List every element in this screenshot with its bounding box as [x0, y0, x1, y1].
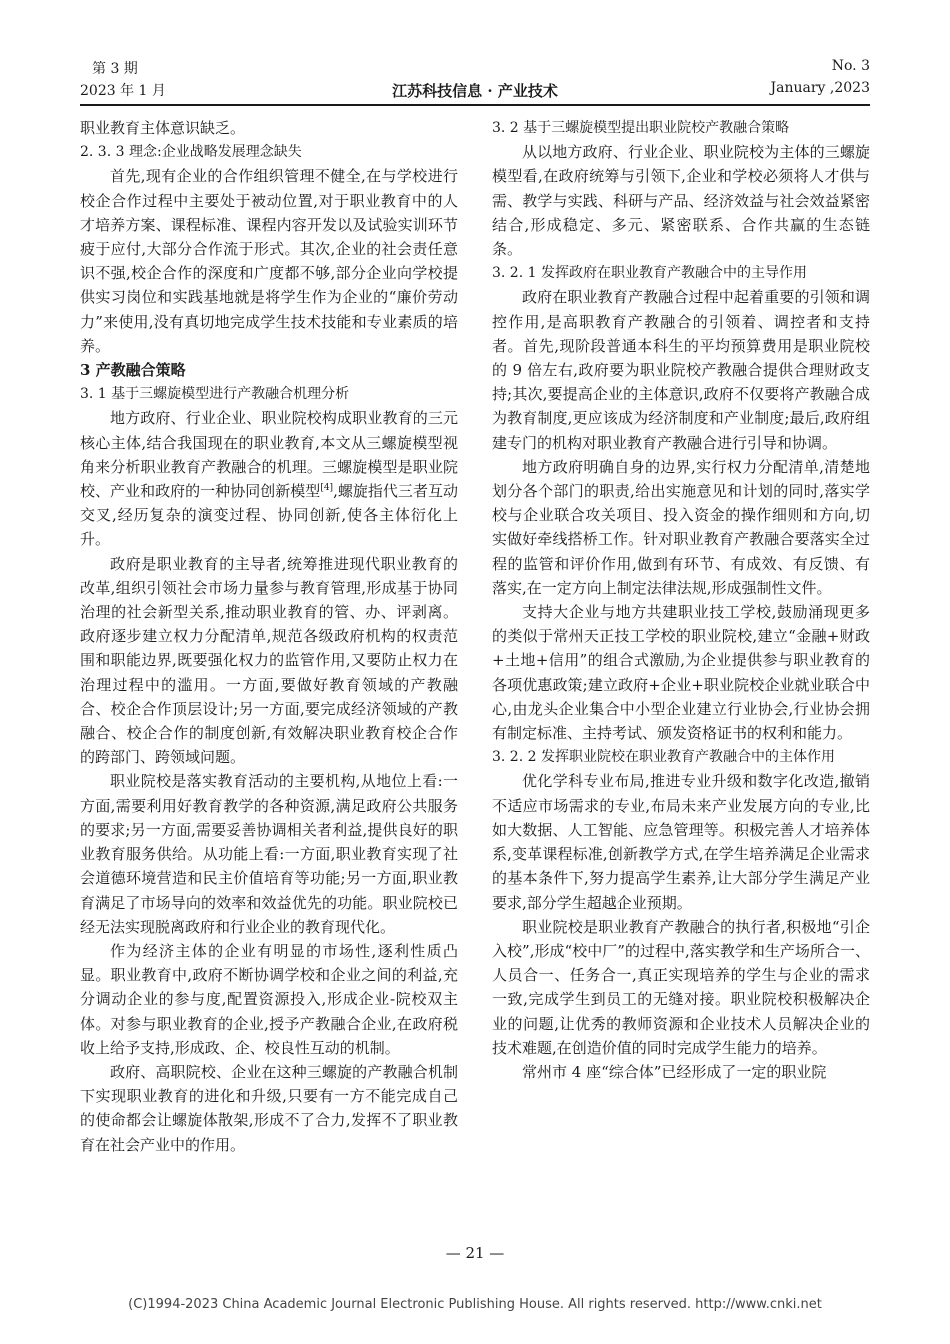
paragraph: 职业院校是职业教育产教融合的执行者,积极地“引企入校”,形成“校中厂”的过程中,落实教学和生产场所合一、人员合一、任务合一,真正实现培养的学生与企业的需求一致,完成学生到员工的无缝对接。职业院校积极解决企业的问题,让优秀的教师资源和企业技术人员解决企业的技术难题,在创造价值的同时完成学生能力的培养。 — [492, 917, 870, 1057]
subsection-heading-3-1: 3. 1 基于三螺旋模型进行产教融合机理分析 — [80, 386, 350, 403]
subsection-heading-3-2-1: 3. 2. 1 发挥政府在职业教育产教融合中的主导作用 — [492, 265, 807, 282]
subsection-heading-3-2-2: 3. 2. 2 发挥职业院校在职业教育产教融合中的主体作用 — [492, 749, 835, 766]
left-column — [80, 116, 458, 1157]
paragraph — [80, 406, 458, 551]
subsection-heading-3-2: 3. 2 基于三螺旋模型提出职业院校产教融合策略 — [492, 120, 790, 136]
paragraph: 从以地方政府、行业企业、职业院校为主体的三螺旋模型看,在政府统筹与引领下,企业和学校必须将人才供与需、教学与实践、科研与产品、经济效益与社会效益紧密结合,形成稳定、多元、紧密联系、合作共赢的生态链条。 — [492, 143, 870, 259]
paragraph: 首先,现有企业的合作组织管理不健全,在与学校进行校企合作过程中主要处于被动位置,对于职业教育中的人才培养方案、课程标准、课程内容开发以及试验实训环节疲于应付,大部分合作流于形式。其次,企业的社会责任意识不强,校企合作的深度和广度都不够,部分企业向学校提供实习岗位和实践基地就是将学生作为企业的“廉价劳动力”来使用,没有真切地完成学生技术技能和专业素质的培养。 — [80, 167, 458, 355]
issue-date: 2023 年 1 月 — [80, 83, 166, 99]
paragraph: 职业教育主体意识缺乏。 — [80, 119, 246, 137]
paragraph: 作为经济主体的企业有明显的市场性,逐利性质凸显。职业教育中,政府不断协调学校和企业之间的利益,充分调动企业的参与度,配置资源投入,形成企业-院校双主体。对参与职业教育的企业,授予产教融合企业,在政府税收上给予支持,形成政、企、校良性互动的机制。 — [80, 941, 458, 1057]
paragraph: 优化学科专业布局,推进专业升级和数字化改造,撤销不适应市场需求的专业,布局未来产业发展方向的专业,比如大数据、人工智能、应急管理等。积极完善人才培养体系,变革课程标准,创新教学方式,在学生培养满足企业需求的基本条件下,努力提高学生素养,让大部分学生满足产业要求,部分学生超越企业预期。 — [492, 772, 870, 912]
paragraph: 地方政府明确自身的边界,实行权力分配清单,清楚地划分各个部门的职责,给出实施意见和计划的同时,落实学校与企业联合攻关项目、投入资金的操作细则和方向,切实做好牵线搭桥工作。针对职业教育产教融合要落实全过程的监管和评价作用,做到有环节、有成效、有反馈、有落实,在一定方向上制定法律法规,形成强制性文件。 — [492, 457, 870, 597]
paragraph-text: ,螺旋指代三者互动交叉,经历复杂的演变过程、协同创新,使各主体衍化上升。 — [80, 482, 458, 549]
paragraph: 支持大企业与地方共建职业技工学校,鼓励涌现更多的类似于常州天正技工学校的职业院校,建立“金融+财政+土地+信用”的组合式激励,为企业提供参与职业教育的各项优惠政策;建立政府+企业+职业院校企业就业联合中心,由龙头企业集合中小型企业建立行业协会,行业协会拥有制定标准、主持考试、颁发资格证书的权利和能力。 — [492, 603, 870, 743]
section-heading-3: 3 产教融合策略 — [80, 361, 186, 380]
paragraph: 职业院校是落实教育活动的主要机构,从地位上看:一方面,需要利用好教育教学的各种资源,满足政府公共服务的要求;另一方面,需要妥善协调相关者利益,提供良好的职业教育服务供给。从功能上看:一方面,职业教育实现了社会道德环境营造和民主价值培育等功能;另一方面,职业教育满足了市场导向的效率和效益优先的功能。职业院校已经无法实现脱离政府和行业企业的教育现代化。 — [80, 772, 458, 936]
issue-number-en: No. 3 — [831, 58, 870, 74]
page-number: — 21 — — [445, 1244, 505, 1262]
paragraph: 政府是职业教育的主导者,统筹推进现代职业教育的改革,组织引领社会市场力量参与教育管理,形成基于协同治理的社会新型关系,推动职业教育的管、办、评剥离。政府逐步建立权力分配清单,规范各级政府机构的权责范围和职能边界,既要强化权力的监管作用,又要防止权力在治理过程中的滥用。一方面,要做好教育领域的产教融合、校企合作顶层设计;另一方面,要完成经济领域的产教融合、校企合作的制度创新,有效解决职业教育校企合作的跨部门、跨领域问题。 — [80, 554, 458, 767]
citation-ref[interactable]: [4] — [320, 483, 334, 494]
copyright-footer: (C)1994-2023 China Academic Journal Electronic Publishing House. All rights reserved. http://www.cnki.net — [128, 1297, 822, 1312]
paragraph: 政府、高职院校、企业在这种三螺旋的产教融合机制下实现职业教育的进化和升级,只要有一方不能完成自己的使命都会让螺旋体散架,形成不了合力,发挥不了职业教育在社会产业中的作用。 — [80, 1062, 458, 1154]
journal-title: 江苏科技信息 · 产业技术 — [392, 82, 558, 100]
paragraph: 政府在职业教育产教融合过程中起着重要的引领和调控作用,是高职教育产教融合的引领着、调控者和支持者。首先,现阶段普通本科生的平均预算费用是职业院校的 9 倍左右,政府要为职业院校产教融合提供合理财政支持;其次,要提高企业的主体意识,政府不仅要将产教融合成为教育制度,更应该成为经济制度和产业制度;最后,政府组建专门的机构对职业教育产教融合进行引导和协调。 — [492, 288, 870, 452]
paragraph: 常州市 4 座“综合体”已经形成了一定的职业院 — [522, 1062, 827, 1081]
issue-date-en: January ,2023 — [770, 80, 870, 96]
paragraph-text: 地方政府、行业企业、职业院校构成职业教育的三元核心主体,结合我国现在的职业教育,本文从三螺旋模型视角来分析职业教育产教融合的机理。三螺旋模型是职业院校、产业和政府的一种协同创新模型 — [80, 409, 458, 501]
header-rule — [80, 104, 870, 106]
running-header — [80, 58, 870, 102]
issue-number: 第 3 期 — [92, 61, 138, 77]
subsection-heading-2-3-3: 2. 3. 3 理念:企业战略发展理念缺失 — [80, 144, 302, 161]
right-column — [492, 116, 870, 1084]
